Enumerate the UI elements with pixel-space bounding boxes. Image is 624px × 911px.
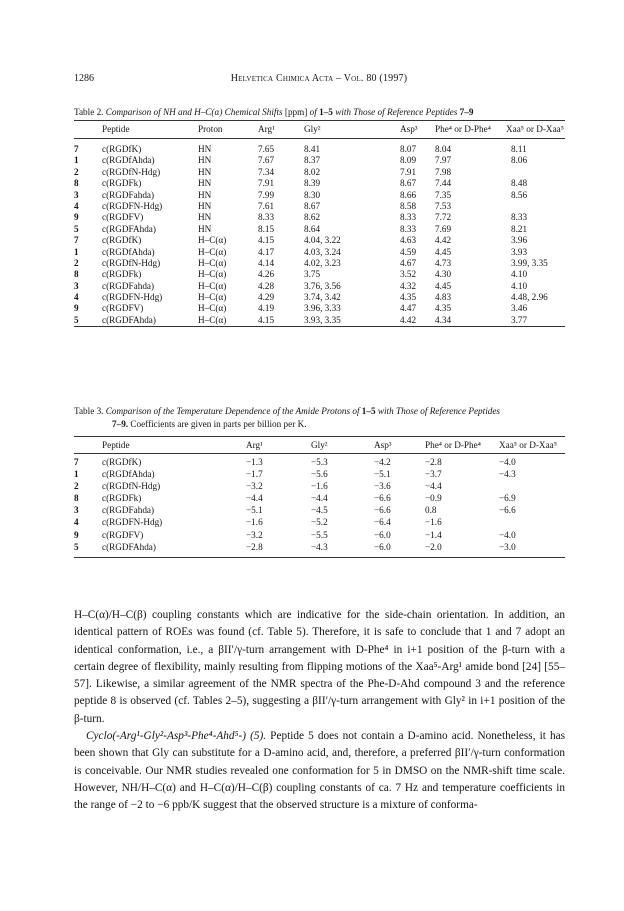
cell-proton: H–C(α): [198, 257, 227, 268]
cell-peptide: c(RGDFV): [102, 529, 144, 540]
table3-col-peptide: Peptide: [102, 440, 130, 450]
cell-arg: −4.4: [246, 493, 263, 504]
table3-caption-units: Coefficients are given in parts per billion per K.: [130, 418, 307, 429]
table2-caption-compounds: 1–5: [319, 107, 333, 117]
table-row: [74, 505, 565, 517]
cell-gly: 8.02: [304, 166, 321, 177]
cell-xaa: −4.0: [499, 457, 516, 467]
cell-num: 7: [74, 457, 79, 467]
cell-gly: −5.6: [311, 469, 328, 480]
table-row: [74, 190, 565, 201]
table-row: [74, 281, 565, 292]
cell-phe: 7.53: [435, 200, 452, 211]
cell-phe: 8.04: [435, 144, 452, 154]
running-header: [74, 73, 564, 87]
cell-gly: −4.3: [311, 541, 328, 552]
body-text: [74, 607, 565, 815]
cell-proton: HN: [198, 200, 212, 211]
cell-xaa: 3.77: [511, 314, 528, 325]
table-row: [74, 212, 565, 223]
cell-asp: −6.0: [374, 529, 391, 540]
table2-body: [74, 144, 565, 326]
cell-phe: −0.9: [425, 493, 442, 504]
cell-phe: 4.42: [435, 235, 452, 246]
table3-label: Table 3.: [74, 406, 104, 416]
cell-arg: 4.29: [258, 292, 275, 303]
table3-caption-compounds: 1–5: [361, 406, 376, 416]
cell-xaa: −6.6: [499, 505, 516, 516]
page-number: 1286: [74, 73, 94, 84]
table-row: [74, 144, 565, 155]
cell-asp: 7.91: [400, 166, 417, 177]
cell-arg: 8.15: [258, 223, 275, 234]
cell-asp: −6.6: [374, 505, 391, 516]
table2-caption: [74, 106, 574, 119]
cell-num: 3: [74, 280, 79, 291]
table2-caption-text: Comparison of NH and H–C(α) Chemical Shifts: [105, 107, 283, 117]
cell-num: 4: [74, 200, 79, 211]
cell-gly: −5.5: [311, 529, 328, 540]
cell-phe: −2.0: [425, 541, 442, 552]
cell-proton: HN: [198, 189, 212, 200]
cell-arg: 7.65: [258, 144, 275, 154]
table3-caption: [74, 405, 574, 430]
cell-phe: 4.83: [435, 292, 452, 303]
cell-peptide: c(RGDfAhda): [102, 155, 155, 166]
cell-num: 1: [74, 155, 79, 166]
cell-peptide: c(RGDFV): [102, 212, 144, 223]
table-row: [74, 292, 565, 303]
cell-gly: 8.64: [304, 223, 321, 234]
cell-peptide: c(RGDFahda): [102, 505, 155, 516]
cell-gly: 3.96, 3.33: [304, 303, 341, 314]
table3-header-rule: [74, 453, 565, 454]
cell-phe: −2.8: [425, 457, 442, 467]
cell-num: 9: [74, 529, 79, 540]
cell-asp: 4.42: [400, 314, 417, 325]
cell-xaa: 3.96: [511, 235, 528, 246]
cell-phe: 4.35: [435, 303, 452, 314]
cell-phe: 0.8: [425, 505, 437, 516]
cell-gly: 8.67: [304, 200, 321, 211]
table3-col-phe: Phe⁴ or D-Phe⁴: [425, 440, 481, 450]
cell-xaa: 4.10: [511, 269, 528, 280]
cell-asp: 8.07: [400, 144, 417, 154]
cell-num: 1: [74, 469, 79, 480]
table-row: [74, 269, 565, 280]
paragraph-1: H–C(α)/H–C(β) coupling constants which are indicative for the side-chain orientation. In addition, an identical pattern of ROEs was found (cf. Table 5). Therefore, it is safe to conclude that 1 and 7 adopt an identical conformation, i.e., a βII′/γ-turn arrangement with D-Phe⁴ in i+1 position of the β-turn with a certain degree of flexibility, mainly resulting from flipping motions of the Xaa⁵-Arg¹ amide bond [24] [55–57]. Likewise, a similar agreement of the NMR spectra of the Phe-D-Ahd compound 3 and the reference peptide 8 is observed (cf. Tables 2–5), suggesting a βII′/γ-turn arrangement with Gly² in i+1 position of the β-turn.: [74, 609, 565, 725]
table-row: [74, 457, 565, 469]
table-row: [74, 517, 565, 529]
cell-asp: 4.47: [400, 303, 417, 314]
cell-gly: 4.02, 3.23: [304, 257, 341, 268]
cell-peptide: c(RGDfN-Hdg): [102, 481, 161, 492]
cell-gly: 3.75: [304, 269, 321, 280]
cell-xaa: 8.56: [511, 189, 528, 200]
cell-xaa: 8.33: [511, 212, 528, 223]
cell-asp: −3.6: [374, 481, 391, 492]
cell-gly: 8.37: [304, 155, 321, 166]
cell-proton: H–C(α): [198, 314, 227, 325]
table3-caption-ref: with Those of Reference Peptides: [377, 406, 501, 416]
cell-arg: −3.2: [246, 481, 263, 492]
table3-col-arg: Arg¹: [246, 440, 263, 450]
cell-gly: 8.30: [304, 189, 321, 200]
cell-phe: 7.98: [435, 166, 452, 177]
cell-gly: 4.04, 3.22: [304, 235, 341, 246]
cell-gly: −5.2: [311, 517, 328, 528]
cell-phe: 7.97: [435, 155, 452, 166]
cell-arg: 7.99: [258, 189, 275, 200]
cell-arg: 4.15: [258, 235, 275, 246]
table-row: [74, 530, 565, 542]
cell-arg: 4.26: [258, 269, 275, 280]
cell-proton: H–C(α): [198, 280, 227, 291]
cell-peptide: c(RGDfAhda): [102, 469, 155, 480]
cell-xaa: −3.0: [499, 541, 516, 552]
cell-asp: 4.35: [400, 292, 417, 303]
cell-peptide: c(RGDfK): [102, 457, 142, 467]
cell-gly: 4.03, 3.24: [304, 246, 341, 257]
cell-phe: 7.44: [435, 178, 452, 189]
cell-num: 3: [74, 189, 79, 200]
cell-arg: 7.34: [258, 166, 275, 177]
cell-phe: −1.6: [425, 517, 442, 528]
table2-caption-unit: [ppm]: [284, 107, 308, 117]
table-row: [74, 235, 565, 246]
cell-phe: −4.4: [425, 481, 442, 492]
table2-col-phe: Phe⁴ or D-Phe⁴: [435, 124, 491, 134]
cell-peptide: c(RGDFahda): [102, 189, 155, 200]
cell-gly: −5.3: [311, 457, 328, 467]
journal-title: Helvetica Chimica Acta – Vol. 80 (1997): [230, 73, 408, 84]
cell-arg: 4.28: [258, 280, 275, 291]
cell-num: 2: [74, 481, 79, 492]
table2-caption-refnums: 7–9: [459, 107, 474, 117]
cell-gly: −1.6: [311, 481, 328, 492]
cell-num: 7: [74, 235, 79, 246]
cell-peptide: c(RGDFAhda): [102, 223, 156, 234]
cell-xaa: −4.0: [499, 529, 516, 540]
cell-xaa: 3.93: [511, 246, 528, 257]
table2-col-xaa: Xaa⁵ or D-Xaa⁵: [506, 124, 564, 134]
table2-label: Table 2.: [74, 107, 104, 117]
cell-asp: −6.6: [374, 493, 391, 504]
table2-col-proton: Proton: [198, 124, 223, 134]
table3-col-asp: Asp³: [374, 440, 392, 450]
cell-xaa: −6.9: [499, 493, 516, 504]
cell-peptide: c(RGDFV): [102, 303, 144, 314]
table2-caption-of: of: [309, 107, 317, 117]
cell-proton: HN: [198, 212, 212, 223]
table2-col-gly: Gly²: [304, 124, 321, 134]
cell-num: 1: [74, 246, 79, 257]
table2-caption-ref: with Those of Reference Peptides: [335, 107, 458, 117]
cell-arg: 8.33: [258, 212, 275, 223]
cell-peptide: c(RGDFAhda): [102, 541, 156, 552]
cell-phe: 7.35: [435, 189, 452, 200]
cell-num: 2: [74, 166, 79, 177]
cell-xaa: 8.48: [511, 178, 528, 189]
cell-arg: 7.61: [258, 200, 275, 211]
cell-gly: 3.93, 3.35: [304, 314, 341, 325]
cell-peptide: c(RGDfAhda): [102, 246, 155, 257]
cell-proton: HN: [198, 223, 212, 234]
cell-num: 9: [74, 212, 79, 223]
paragraph-2: [74, 728, 565, 814]
table2-col-peptide: Peptide: [102, 124, 130, 134]
cell-asp: 4.59: [400, 246, 417, 257]
cell-peptide: c(RGDFN-Hdg): [102, 517, 163, 528]
cell-proton: H–C(α): [198, 269, 227, 280]
cell-proton: H–C(α): [198, 246, 227, 257]
cell-xaa: 4.10: [511, 280, 528, 291]
cell-arg: 4.15: [258, 314, 275, 325]
table-row: [74, 224, 565, 235]
cell-arg: −5.1: [246, 505, 263, 516]
cell-proton: H–C(α): [198, 303, 227, 314]
cell-peptide: c(RGDFN-Hdg): [102, 200, 163, 211]
table3: [74, 440, 565, 552]
table2-header-row: [74, 124, 565, 142]
cell-num: 9: [74, 303, 79, 314]
table-row: [74, 167, 565, 178]
cell-phe: −3.7: [425, 469, 442, 480]
cell-phe: 7.72: [435, 212, 452, 223]
cell-asp: 3.52: [400, 269, 417, 280]
table-row: [74, 493, 565, 505]
cell-arg: 4.19: [258, 303, 275, 314]
cell-proton: HN: [198, 166, 212, 177]
cell-arg: −1.3: [246, 457, 263, 467]
cell-num: 8: [74, 269, 79, 280]
cell-peptide: c(RGDFN-Hdg): [102, 292, 163, 303]
table2-col-arg: Arg¹: [258, 124, 275, 134]
cell-num: 4: [74, 292, 79, 303]
cell-asp: 8.09: [400, 155, 417, 166]
cell-num: 4: [74, 517, 79, 528]
cell-peptide: c(RGDFahda): [102, 280, 155, 291]
cell-xaa: 4.48, 2.96: [511, 292, 548, 303]
cell-peptide: c(RGDfK): [102, 144, 142, 154]
cell-asp: 8.58: [400, 200, 417, 211]
cell-xaa: 3.99, 3.35: [511, 257, 548, 268]
table3-top-rule: [74, 436, 565, 437]
cell-xaa: 8.21: [511, 223, 528, 234]
cell-arg: 7.67: [258, 155, 275, 166]
paragraph-2-text: Peptide 5 does not contain a D-amino acid. Nonetheless, it has been shown that Gly can substitute for a D-amino acid, and, therefore, a preferred βII′/γ-turn conformation is conceivable. Our NMR studies revealed one conformation for 5 in DMSO on the NMR-shift time scale. However, NH/H–C(α) and H–C(α)/H–C(β) coupling constants of ca. 7 Hz and temperature coefficients in the range of −2 to −6 ppb/K suggest that the observed structure is a mixture of conforma-: [74, 730, 565, 812]
table-row: [74, 258, 565, 269]
cell-gly: 8.41: [304, 144, 321, 154]
cell-peptide: c(RGDfN-Hdg): [102, 166, 161, 177]
cell-peptide: c(RGDfN-Hdg): [102, 257, 161, 268]
cell-proton: HN: [198, 155, 212, 166]
cell-arg: 4.14: [258, 257, 275, 268]
table-row: [74, 201, 565, 212]
cell-xaa: 8.06: [511, 155, 528, 166]
cell-proton: HN: [198, 144, 212, 154]
cell-gly: −4.4: [311, 493, 328, 504]
cell-proton: H–C(α): [198, 292, 227, 303]
table3-col-xaa: Xaa⁵ or D-Xaa⁵: [499, 440, 557, 450]
cell-num: 7: [74, 144, 79, 154]
cell-phe: 7.69: [435, 223, 452, 234]
cell-phe: −1.4: [425, 529, 442, 540]
cell-num: 8: [74, 178, 79, 189]
table3-header-row: [74, 440, 565, 451]
table-row: [74, 247, 565, 258]
cell-arg: 7.91: [258, 178, 275, 189]
cell-arg: −2.8: [246, 541, 263, 552]
cell-xaa: −4.3: [499, 469, 516, 480]
cell-arg: −1.7: [246, 469, 263, 480]
cell-phe: 4.45: [435, 280, 452, 291]
cell-peptide: c(RGDFAhda): [102, 314, 156, 325]
table-row: [74, 155, 565, 166]
paragraph-2-title: Cyclo(-Arg¹-Gly²-Asp³-Phe⁴-Ahd⁵-) (5).: [86, 730, 267, 743]
cell-phe: 4.30: [435, 269, 452, 280]
table-row: [74, 178, 565, 189]
cell-peptide: c(RGDFk): [102, 269, 142, 280]
table3-col-gly: Gly²: [311, 440, 328, 450]
cell-asp: −5.1: [374, 469, 391, 480]
cell-peptide: c(RGDfK): [102, 235, 142, 246]
cell-asp: 8.66: [400, 189, 417, 200]
cell-num: 5: [74, 541, 79, 552]
cell-asp: −4.2: [374, 457, 391, 467]
cell-xaa: 3.46: [511, 303, 528, 314]
cell-num: 5: [74, 223, 79, 234]
table3-bottom-rule: [74, 557, 565, 558]
cell-asp: −6.0: [374, 541, 391, 552]
table3-caption-refnums: 7–9.: [112, 418, 129, 429]
cell-asp: 8.33: [400, 223, 417, 234]
cell-arg: 4.17: [258, 246, 275, 257]
cell-gly: 3.74, 3.42: [304, 292, 341, 303]
table-row: [74, 469, 565, 481]
cell-num: 5: [74, 314, 79, 325]
table-row: [74, 542, 565, 554]
cell-arg: −3.2: [246, 529, 263, 540]
table3-body: [74, 457, 565, 554]
cell-gly: 8.62: [304, 212, 321, 223]
table-row: [74, 481, 565, 493]
cell-phe: 4.45: [435, 246, 452, 257]
cell-gly: 3.76, 3.56: [304, 280, 341, 291]
table2-col-asp: Asp³: [400, 124, 418, 134]
cell-peptide: c(RGDFk): [102, 493, 142, 504]
cell-proton: H–C(α): [198, 235, 227, 246]
cell-gly: −4.5: [311, 505, 328, 516]
cell-asp: 4.32: [400, 280, 417, 291]
table-row: [74, 303, 565, 314]
cell-num: 8: [74, 493, 79, 504]
cell-arg: −1.6: [246, 517, 263, 528]
cell-xaa: 8.11: [511, 144, 527, 154]
cell-asp: 8.67: [400, 178, 417, 189]
cell-num: 2: [74, 257, 79, 268]
cell-asp: 4.63: [400, 235, 417, 246]
table3-caption-text: Comparison of the Temperature Dependence of the Amide Protons of: [105, 406, 360, 416]
table-row: [74, 315, 565, 326]
cell-num: 3: [74, 505, 79, 516]
cell-asp: 4.67: [400, 257, 417, 268]
cell-phe: 4.34: [435, 314, 452, 325]
cell-asp: −6.4: [374, 517, 391, 528]
cell-peptide: c(RGDFk): [102, 178, 142, 189]
cell-gly: 8.39: [304, 178, 321, 189]
table2: [74, 118, 565, 325]
cell-asp: 8.33: [400, 212, 417, 223]
cell-proton: HN: [198, 178, 212, 189]
cell-phe: 4.73: [435, 257, 452, 268]
